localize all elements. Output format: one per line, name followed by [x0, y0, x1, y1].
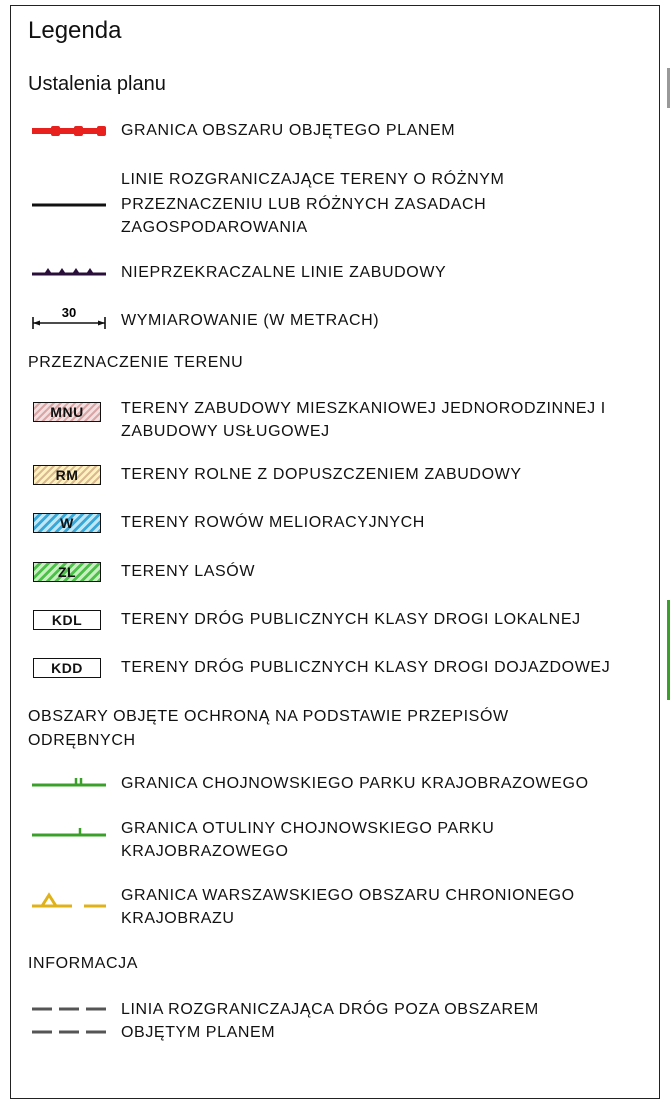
legend-label-line-2: PRZEZNACZENIU LUB RÓŻNYCH ZASADACH [121, 196, 487, 213]
legend-label-line-1: TERENY ZABUDOWY MIESZKANIOWEJ JEDNORODZINNEJ I [121, 400, 606, 417]
legend-item-dimension [30, 303, 650, 337]
legend-label: TERENY DRÓG PUBLICZNYCH KLASY DROGI LOKALNEJ [121, 611, 581, 628]
legend-subtitle: Ustalenia planu [28, 73, 166, 95]
rm-hatched-swatch [30, 460, 108, 490]
legend-item-w [30, 508, 650, 538]
legend-item-protected-landscape [30, 884, 650, 934]
gray-dashed-road-line-icon [30, 998, 108, 1038]
legend-label: GRANICA OBSZARU OBJĘTEGO PLANEM [121, 122, 456, 139]
legend-label: TERENY ROLNE Z DOPUSZCZENIEM ZABUDOWY [121, 466, 522, 483]
protection-heading-line-1: OBSZARY OBJĘTE OCHRONĄ NA PODSTAWIE PRZEPISÓW [28, 708, 509, 725]
dimension-line-icon [30, 303, 108, 337]
kdl-swatch [30, 605, 108, 635]
zone-code: KDL [33, 610, 101, 630]
zone-code: W [33, 513, 101, 533]
legend-item-road-line-outside [30, 998, 650, 1048]
legend-label: GRANICA CHOJNOWSKIEGO PARKU KRAJOBRAZOWEGO [121, 775, 589, 792]
legend-item-park-boundary [30, 769, 650, 799]
protection-heading-line-2: ODRĘBNYCH [28, 732, 136, 749]
zone-code: ZL [33, 562, 101, 582]
w-hatched-swatch [30, 508, 108, 538]
legend-label-line-2: KRAJOBRAZU [121, 910, 235, 927]
zone-code: RM [33, 465, 101, 485]
legend-label-line-3: ZAGOSPODAROWANIA [121, 219, 308, 236]
legend-item-plan-boundary [30, 116, 650, 146]
zone-code: KDD [33, 658, 101, 678]
legend-label: NIEPRZEKRACZALNE LINIE ZABUDOWY [121, 264, 447, 281]
triangle-building-line-icon [30, 258, 108, 288]
mnu-hatched-swatch [30, 397, 108, 427]
black-line-icon [30, 190, 108, 220]
red-dashed-boundary-icon [30, 116, 108, 146]
legend-label-line-2: KRAJOBRAZOWEGO [121, 843, 289, 860]
legend-label: TERENY ROWÓW MELIORACYJNYCH [121, 514, 425, 531]
legend-label-line-2: OBJĘTYM PLANEM [121, 1024, 276, 1041]
legend-label-line-1: GRANICA OTULINY CHOJNOWSKIEGO PARKU [121, 820, 495, 837]
legend-item-kdd [30, 653, 650, 683]
dimension-value: 30 [61, 305, 77, 320]
kdd-swatch [30, 653, 108, 683]
land-use-heading: PRZEZNACZENIE TERENU [28, 354, 244, 371]
legend-item-zl [30, 557, 650, 587]
legend-item-rm [30, 460, 650, 490]
legend-item-building-line [30, 258, 650, 288]
legend-label: TERENY DRÓG PUBLICZNYCH KLASY DROGI DOJAZDOWEJ [121, 659, 611, 676]
legend-label-line-1: LINIE ROZGRANICZAJĄCE TERENY O RÓŻNYM [121, 171, 505, 188]
zone-code: MNU [33, 402, 101, 422]
zl-hatched-swatch [30, 557, 108, 587]
yellow-protected-area-boundary-icon [30, 884, 108, 914]
legend-label: WYMIAROWANIE (W METRACH) [121, 312, 380, 329]
green-buffer-boundary-icon [30, 817, 108, 847]
legend-label-line-2: ZABUDOWY USŁUGOWEJ [121, 423, 330, 440]
legend-item-buffer-boundary [30, 817, 650, 867]
legend-item-dividing-lines [30, 168, 650, 240]
green-park-boundary-icon [30, 769, 108, 799]
legend-item-mnu [30, 397, 650, 447]
info-heading: INFORMACJA [28, 955, 138, 972]
legend-label: TERENY LASÓW [121, 563, 256, 580]
legend-item-kdl [30, 605, 650, 635]
legend-title: Legenda [28, 17, 122, 44]
legend-label-line-1: LINIA ROZGRANICZAJĄCA DRÓG POZA OBSZAREM [121, 1001, 539, 1018]
legend-label-line-1: GRANICA WARSZAWSKIEGO OBSZARU CHRONIONEGO [121, 887, 575, 904]
